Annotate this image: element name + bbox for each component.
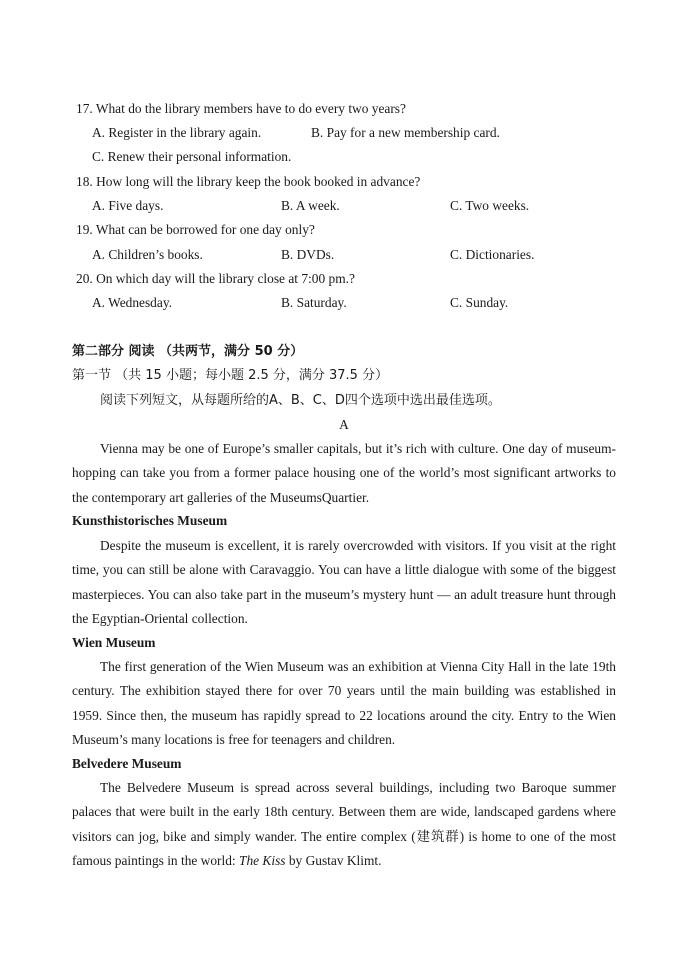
question-20-option-c: C. Sunday. [450,295,509,310]
question-20-stem: 20. On which day will the library close at 7:00 pm.? [76,271,355,286]
passage-letter: A [339,417,349,432]
question-18-option-b: B. A week. [281,198,340,213]
question-18-option-a: A. Five days. [92,198,164,213]
question-19-option-c: C. Dictionaries. [450,247,535,262]
painting-title: The Kiss [239,852,286,868]
question-19-option-a: A. Children’s books. [92,247,203,262]
belvedere-text-before: The Belvedere Museum is spread across several buildings, including two Baroque summer palaces that were built in the early 18th century. Between them are wide, landscaped gardens where visitors can jog, bike and simply wander. The entire complex (建筑群) is home to one of the most famous paintings in the world: [72,780,616,868]
museum-heading-kunsthistorisches: Kunsthistorisches Museum [72,513,228,528]
question-20-option-b: B. Saturday. [281,295,347,310]
museum-text-wien: The first generation of the Wien Museum was an exhibition at Vienna City Hall in the late 19th century. The exhibition stayed there for over 70 years until the main building was established in 1959. Since then, the museum has rapidly spread to 22 locations around the city. Entry to the Wien Museum’s many locations is free for teenagers and children. [72,659,616,747]
museum-text-kunsthistorisches: Despite the museum is excellent, it is rarely overcrowded with visitors. If you visit at the right time, you can still be alone with Caravaggio. You can have a little dialogue with some of the biggest masterpieces. You can also take part in the museum’s mystery hunt — an adult treasure hunt through the Egyptian-Oriental collection. [72,538,616,626]
question-18-stem: 18. How long will the library keep the book booked in advance? [76,174,421,189]
question-18-option-c: C. Two weeks. [450,198,530,213]
question-20-option-a: A. Wednesday. [92,295,172,310]
museum-heading-wien: Wien Museum [72,635,156,650]
question-17-stem: 17. What do the library members have to do every two years? [76,101,406,116]
subsection-title: 第一节 （共 15 小题；每小题 2.5 分，满分 37.5 分） [72,368,389,383]
museum-text-belvedere [72,776,616,873]
question-19-option-b: B. DVDs. [281,247,335,262]
museum-heading-belvedere: Belvedere Museum [72,756,182,771]
belvedere-text-after: by Gustav Klimt. [285,852,382,868]
question-17-option-a: A. Register in the library again. [92,125,262,140]
passage-intro: Vienna may be one of Europe’s smaller capitals, but it’s rich with culture. One day of museum-hopping can take you from a former palace housing one of the world’s most significant artworks to the contemporary art galleries of the MuseumsQuartier. [72,441,616,505]
reading-instruction: 阅读下列短文，从每题所给的A、B、C、D四个选项中选出最佳选项。 [100,393,501,408]
question-19-stem: 19. What can be borrowed for one day only? [76,222,315,237]
part-two-title: 第二部分 阅读 （共两节，满分 50 分） [72,344,304,359]
question-17-option-c: C. Renew their personal information. [92,149,292,164]
question-17-option-b: B. Pay for a new membership card. [311,125,500,140]
